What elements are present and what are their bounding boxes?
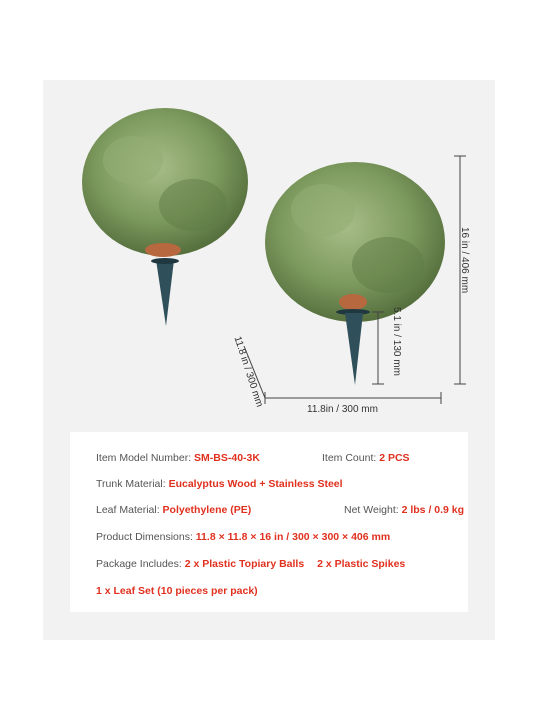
count-label: Item Count: [322,452,377,464]
model-value: SM-BS-40-3K [194,452,260,464]
height-dimension-label: 16 in / 406 mm [459,227,470,294]
spec-row-package-extra [96,585,258,597]
spike-dimension-label: 5.1 in / 130 mm [391,307,402,376]
model-label: Item Model Number: [96,452,192,464]
weight-cell [344,504,464,516]
weight-value: 2 lbs / 0.9 kg [401,504,465,516]
width-dimension-label: 11.8in / 300 mm [307,404,378,415]
spec-row-leaf [96,504,465,516]
spec-row-package [96,558,405,570]
leaf-label: Leaf Material: [96,504,160,516]
package-label: Package Includes: [96,558,182,570]
dims-label: Product Dimensions: [96,531,193,543]
package-item-1: 2 x Plastic Topiary Balls [184,558,305,570]
package-item-2: 2 x Plastic Spikes [317,558,406,570]
spec-row-dimensions [96,531,390,543]
trunk-value: Eucalyptus Wood + Stainless Steel [168,478,343,490]
dims-value: 11.8 × 11.8 × 16 in / 300 × 300 × 406 mm [195,531,391,543]
weight-label: Net Weight: [344,504,399,516]
count-cell [322,452,410,464]
product-illustration [43,80,495,430]
count-value: 2 PCS [379,452,410,464]
topiary-right [265,162,445,385]
leaf-value: Polyethylene (PE) [162,504,252,516]
spec-row-trunk [96,478,343,490]
topiary-left [82,108,248,326]
spec-card [70,432,468,612]
depth-dimension-label: 11.8 in / 300 mm [231,335,265,409]
spec-row-model [96,452,410,464]
trunk-label: Trunk Material: [96,478,166,490]
package-item-3: 1 x Leaf Set (10 pieces per pack) [96,585,258,597]
